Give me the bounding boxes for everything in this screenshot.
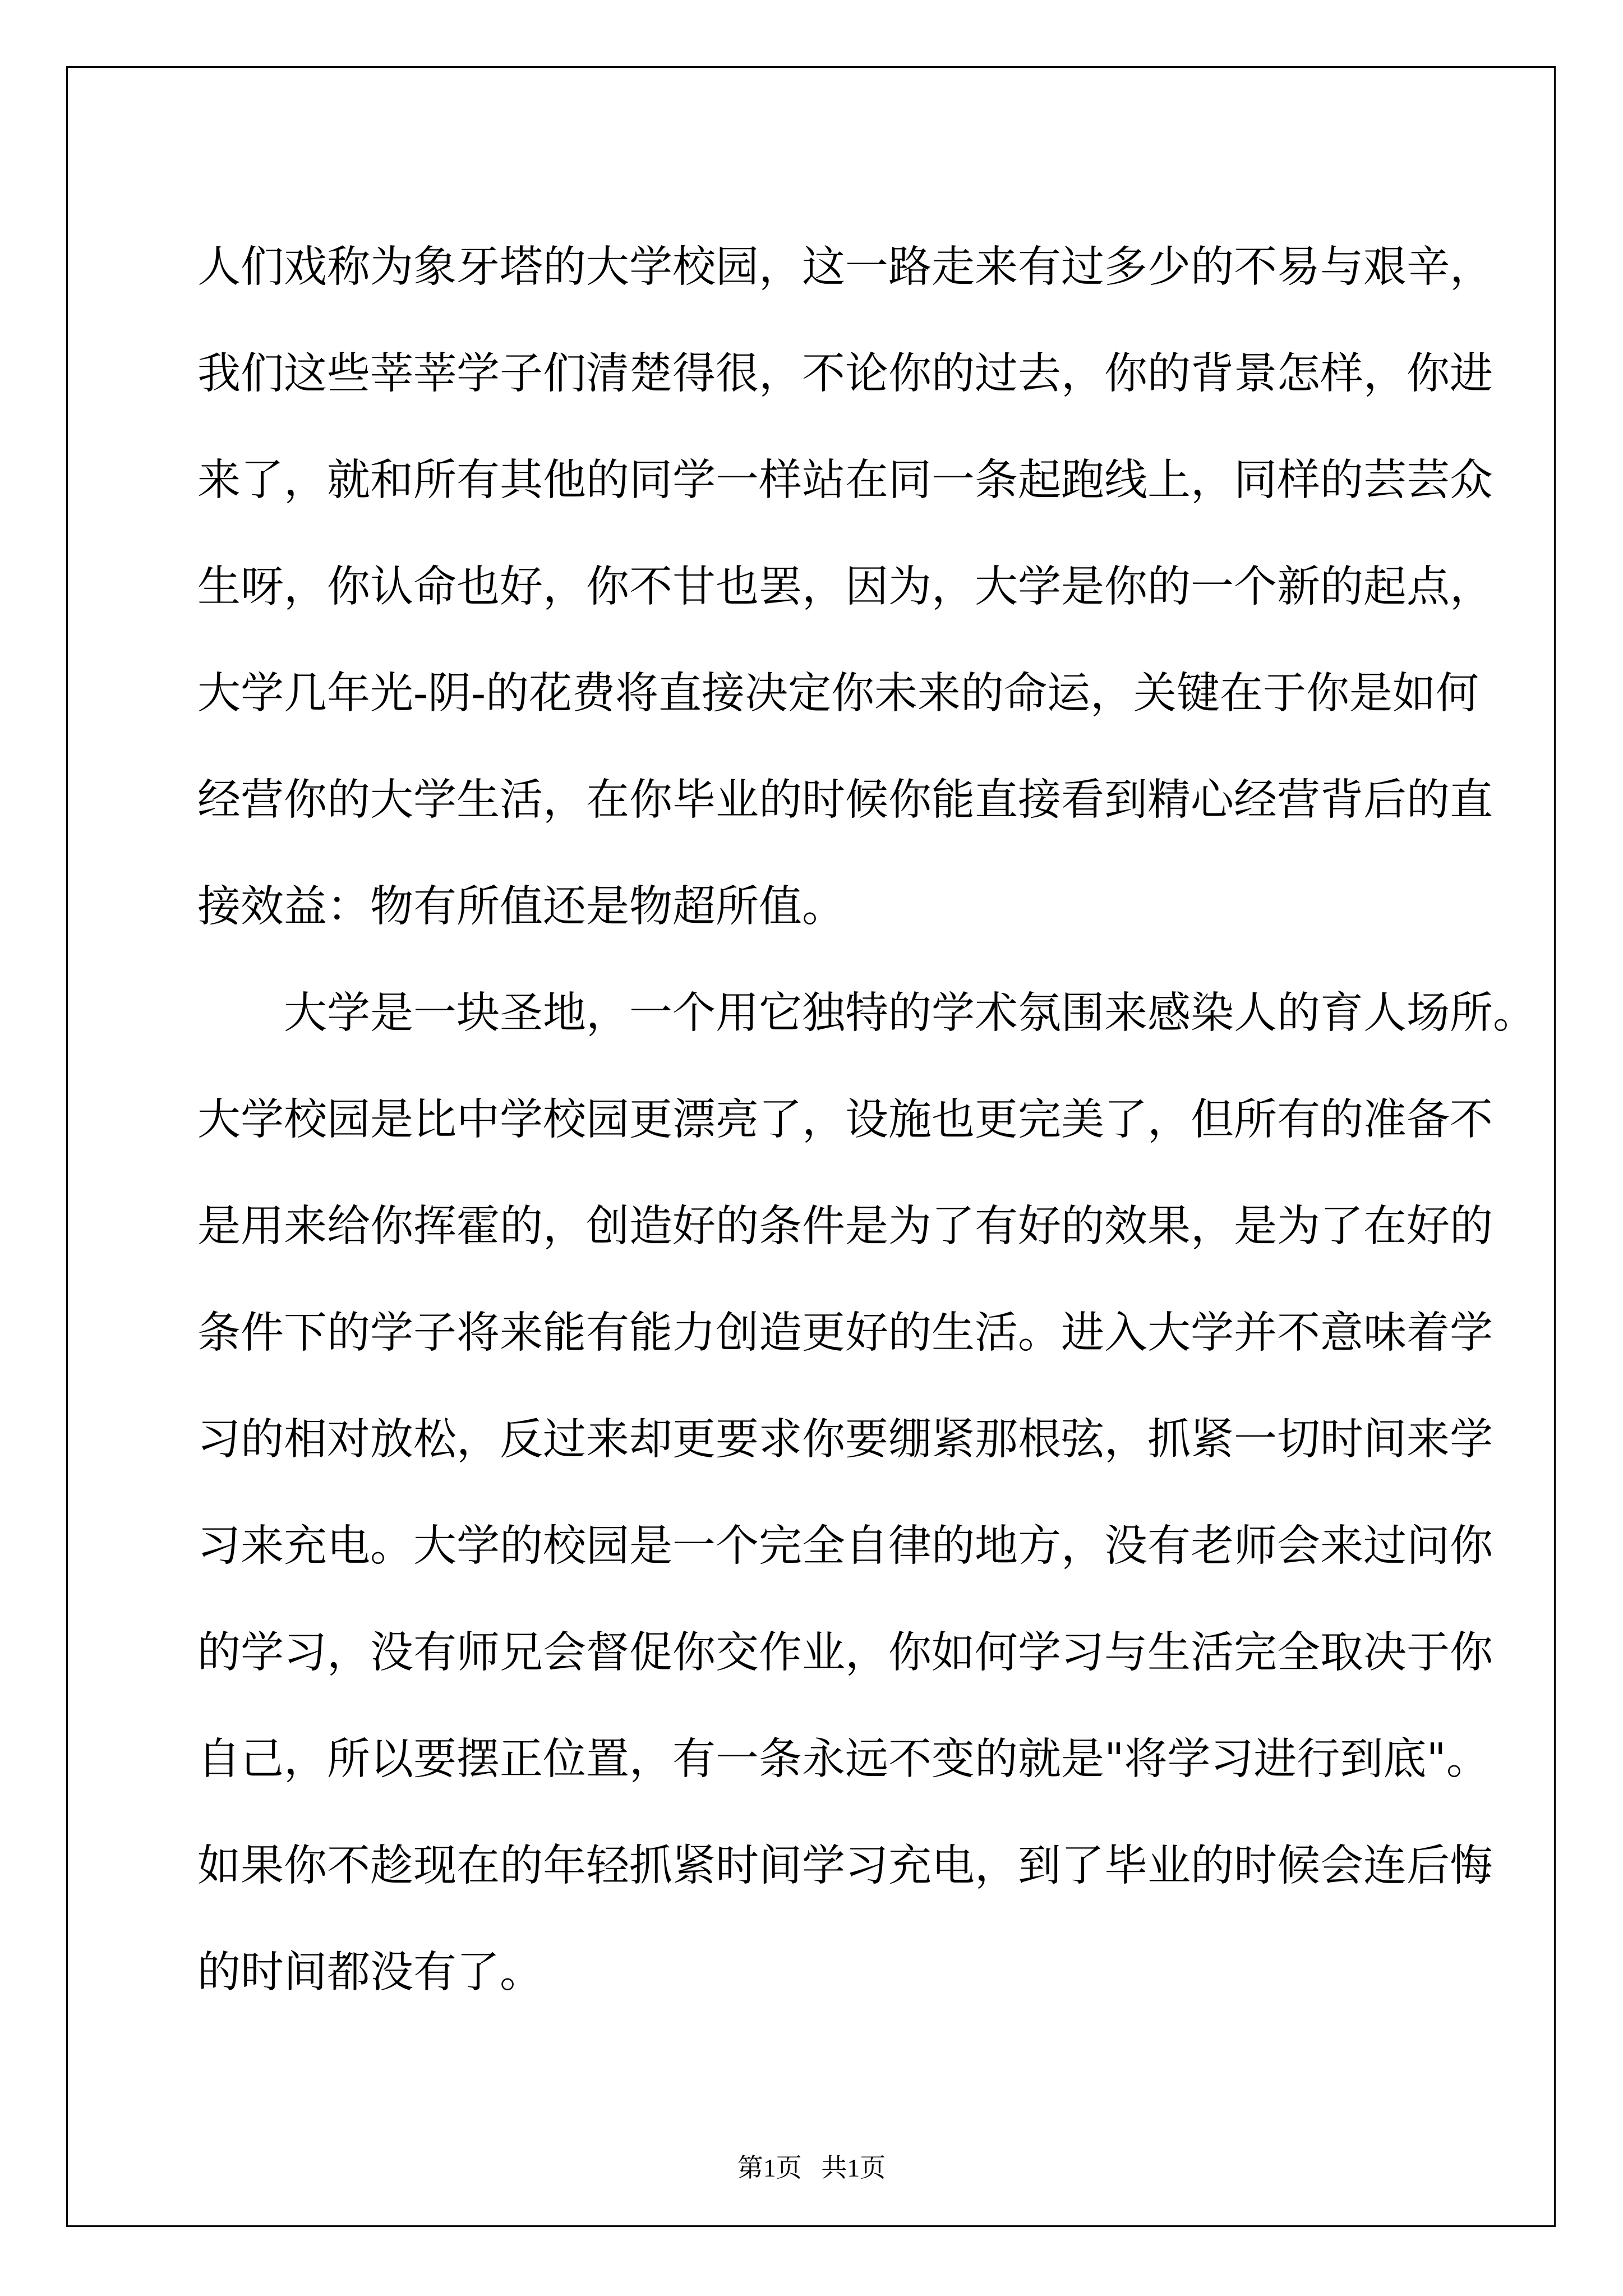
text-line-indented: 大学是一块圣地，一个用它独特的学术氛围来感染人的育人场所。 <box>284 988 1536 1038</box>
text-line: 生呀，你认命也好，你不甘也罢，因为，大学是你的一个新的起点， <box>197 562 1493 612</box>
page-number-footer: 第1页 共1页 <box>737 2154 886 2182</box>
paragraph-1 <box>197 214 1493 960</box>
document-body <box>197 214 1536 2026</box>
text-line: 来了，就和所有其他的同学一样站在同一条起跑线上，同样的芸芸众 <box>197 455 1493 505</box>
text-line: 习来充电。大学的校园是一个完全自律的地方，没有老师会来过问你 <box>197 1521 1493 1571</box>
text-line: 的时间都没有了。 <box>197 1948 543 1998</box>
text-line: 如果你不趁现在的年轻抓紧时间学习充电，到了毕业的时候会连后悔 <box>197 1841 1493 1891</box>
text-line: 是用来给你挥霍的，创造好的条件是为了有好的效果，是为了在好的 <box>197 1202 1493 1251</box>
text-line: 经营你的大学生活，在你毕业的时候你能直接看到精心经营背后的直 <box>197 775 1493 825</box>
text-line: 习的相对放松，反过来却更要求你要绷紧那根弦，抓紧一切时间来学 <box>197 1415 1493 1465</box>
text-line: 接效益：物有所值还是物超所值。 <box>197 882 845 932</box>
text-line: 大学校园是比中学校园更漂亮了，设施也更完美了，但所有的准备不 <box>197 1095 1493 1145</box>
text-line: 条件下的学子将来能有能力创造更好的生活。进入大学并不意味着学 <box>197 1308 1493 1358</box>
text-line: 大学几年光-阴-的花费将直接决定你未来的命运，关键在于你是如何 <box>197 669 1479 719</box>
text-line: 自己，所以要摆正位置，有一条永远不变的就是"将学习进行到底"。 <box>197 1734 1490 1784</box>
text-line: 人们戏称为象牙塔的大学校园，这一路走来有过多少的不易与艰辛， <box>197 242 1493 292</box>
text-line: 我们这些莘莘学子们清楚得很，不论你的过去，你的背景怎样，你进 <box>197 349 1493 399</box>
text-line: 的学习，没有师兄会督促你交作业，你如何学习与生活完全取决于你 <box>197 1628 1493 1678</box>
paragraph-2 <box>197 960 1536 2026</box>
